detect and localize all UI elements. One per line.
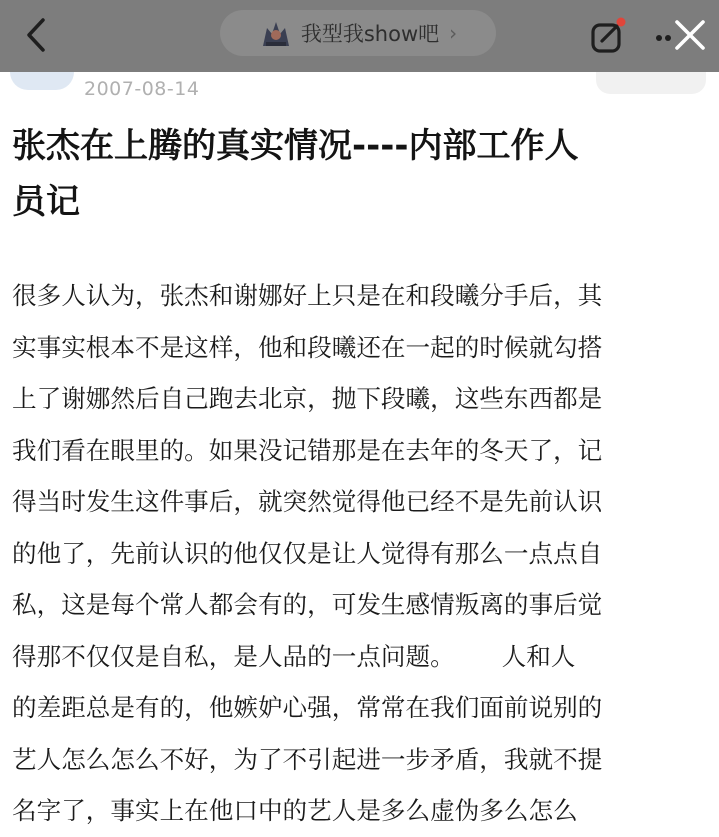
body-line: 上了谢娜然后自己跑去北京，抛下段曦，这些东西都是 <box>12 384 603 413</box>
chevron-left-icon <box>25 17 47 53</box>
body-line: 实事实根本不是这样，他和段曦还在一起的时候就勾搭 <box>12 332 603 362</box>
share-icon <box>588 16 628 56</box>
body-line: 我们看在眼里的。如果没记错那是在去年的冬天了，记 <box>12 435 603 465</box>
body-line: 很多人认为，张杰和谢娜好上只是在和段曦分手后，其 <box>12 281 603 310</box>
avatar[interactable] <box>10 72 74 90</box>
body-line: 艺人怎么怎么不好，为了不引起进一步矛盾，我就不提 <box>12 744 603 774</box>
body-line: 名字了，事实上在他口中的艺人是多么虚伪多么怎么 <box>12 796 578 825</box>
body-line: 私，这是每个常人都会有的，可发生感情叛离的事后觉 <box>12 590 603 619</box>
title-line: 员记 <box>12 182 80 222</box>
body-line: 的差距总是有的，他嫉妒心强，常常在我们面前说别的 <box>12 693 603 722</box>
more-icon <box>651 16 709 56</box>
follow-button[interactable] <box>596 72 706 94</box>
body-line: 得当时发生这件事后，就突然觉得他已经不是先前认识 <box>12 487 603 516</box>
post-date: 2007-08-14 <box>84 78 200 100</box>
share-button[interactable] <box>585 14 631 58</box>
post-body <box>12 270 712 837</box>
body-line: 的他了，先前认识的他仅仅是让人觉得有那么一点点自 <box>12 538 603 568</box>
forum-logo-icon <box>259 18 293 48</box>
close-icon <box>677 22 703 48</box>
top-bar <box>0 0 719 72</box>
title-line: 张杰在上腾的真实情况----内部工作人 <box>12 126 579 166</box>
forum-link[interactable] <box>220 10 496 56</box>
back-button[interactable] <box>16 13 56 57</box>
notification-dot <box>617 18 626 27</box>
post-title <box>12 118 692 230</box>
body-line: 得那不仅仅是自私，是人品的一点问题。 人和人 <box>12 641 576 671</box>
more-close-button[interactable] <box>650 14 710 58</box>
chevron-right-icon: › <box>449 21 458 45</box>
post-meta <box>0 72 719 106</box>
forum-name: 我型我show吧 <box>300 22 440 46</box>
